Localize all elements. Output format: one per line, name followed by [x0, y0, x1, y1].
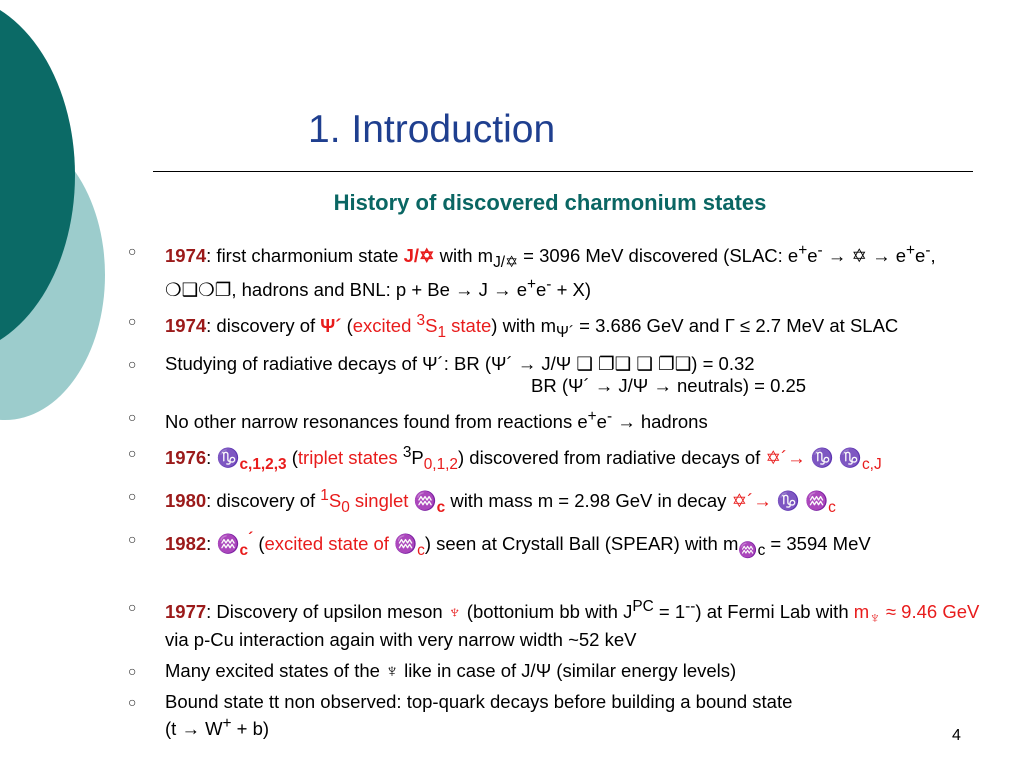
year: 1980: [165, 490, 207, 511]
bullet-item-1974-jpsi: ○ 1974: first charmonium state J/✡ with $m_{J/✡} = 3096$ MeV discovered (SLAC: e+e- → ✡ → e+e-, ❍❑❍❐, hadrons and BNL: p + Be → J → e+e- + X): [128, 242, 936, 300]
bullet-item-no-resonances: ○ No other narrow resonances found from reactions e+e- → hadrons: [128, 407, 708, 432]
bullet-item-1976-chi: ○ 1976: $♑_{c,1,2,3}$ (triplet states $^3P_{0,1,2}$) discovered from radiative decays of ✡´→ ♑ $♑_{c,J}$: [128, 444, 882, 473]
year: 1974: [165, 315, 207, 337]
bullet-icon: ○: [128, 243, 137, 259]
page-number: 4: [952, 727, 961, 744]
particle-symbol: J/✡: [403, 245, 435, 267]
particle-symbol: ♆: [447, 600, 462, 622]
bullet-icon: ○: [128, 663, 137, 680]
bullet-icon: ○: [128, 355, 137, 372]
title-divider: [153, 171, 973, 172]
year: 1976: [165, 447, 207, 469]
bullet-item-1974-psi-prime: ○ 1974: discovery of Ψ´ (excited $^3S_1$ state) with $m_{\Psi´} = 3.686$ GeV and Γ ≤ 2.7 MeV at SLAC: [128, 312, 899, 341]
bullet-item-top-quark: ○ Bound state tt non observed: top-quark decays before building a bound state (t → W+ + b): [128, 691, 793, 740]
year: 1974: [165, 245, 207, 267]
slide-subtitle: History of discovered charmonium states: [333, 190, 767, 215]
bullet-item-1977-upsilon: ○ 1977: Discovery of upsilon meson ♆ (bottonium bb with $J^{PC} = 1^{--}$) at Fermi Lab with $m_♆ \approx 9.46$ GeV via p-Cu interaction again with very narrow width ~52 keV: [128, 597, 980, 651]
bullet-icon: ○: [128, 487, 137, 504]
bullet-item-excited-states: ○ Many excited states of the ♆ like in case of J/Ψ (similar energy levels): [128, 660, 737, 682]
particle-symbol: ♑: [216, 447, 240, 469]
bullet-item-1982-eta-prime: ○ 1982: $♒_c^´$ (excited state of $♒_c$) seen at Crystall Ball (SPEAR) with $m_{♒c} = 3594$ MeV: [128, 529, 871, 559]
bullet-icon: ○: [128, 530, 137, 547]
particle-symbol: ♆: [385, 660, 399, 682]
year: 1982: [165, 532, 207, 554]
bullet-item-radiative-decays: ○ Studying of radiative decays of Ψ´: BR (Ψ´ → J/Ψ ❑ ❐❑ ❑ ❐❑) = 0.32 BR (Ψ´ → J/Ψ → neutrals) = 0.25: [128, 352, 807, 396]
particle-symbol: ♒: [413, 490, 437, 511]
bullet-item-1980-eta: ○ 1980: discovery of $^1S_0$ singlet $♒_c$ with mass m = 2.98 GeV in decay ✡´→ ♑ $♒_c$: [128, 486, 836, 516]
spacer: [128, 571, 980, 587]
year: 1977: [165, 600, 207, 622]
particle-symbol: Ψ´: [320, 315, 342, 337]
bullet-icon: ○: [128, 408, 137, 425]
bullet-icon: ○: [128, 313, 137, 329]
slide-title: 1. Introduction: [308, 108, 556, 151]
bullet-icon: ○: [128, 694, 137, 711]
bullet-icon: ○: [128, 445, 137, 461]
bullet-list: [128, 240, 980, 750]
particle-symbol: ♒: [216, 532, 240, 554]
bullet-icon: ○: [128, 598, 137, 615]
